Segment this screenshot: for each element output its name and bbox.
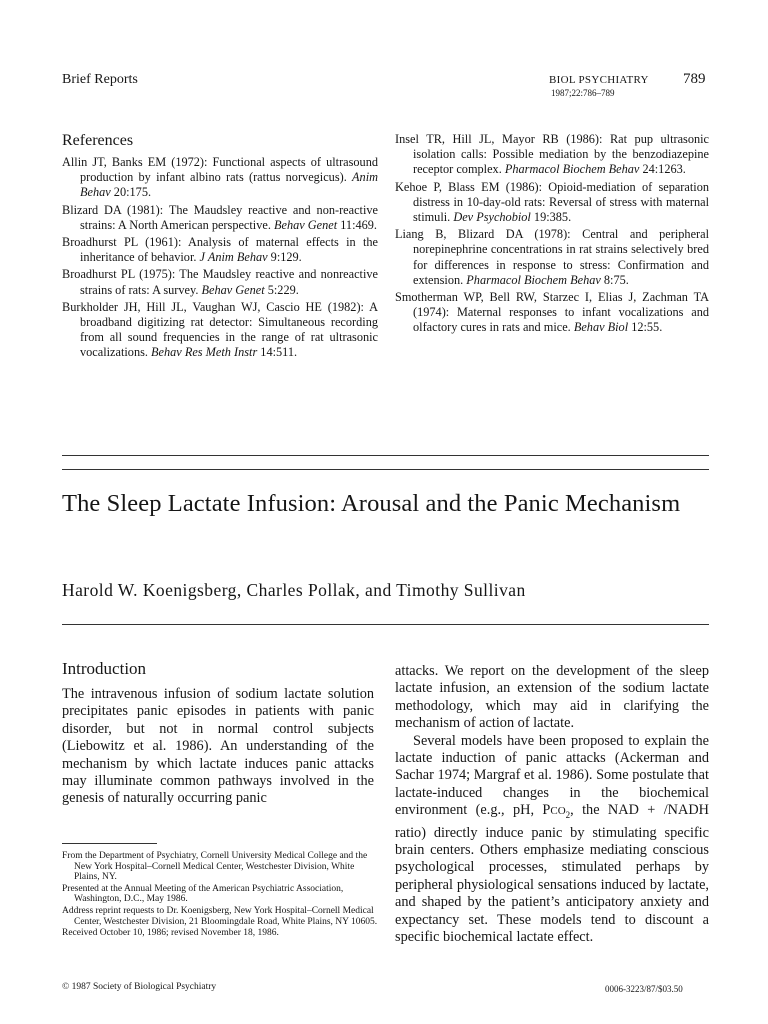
- reference-entry: Allin JT, Banks EM (1972): Functional aspects of ultrasound production by infant albino rats (rattus norvegicus). Anim Behav 20:175.: [62, 155, 378, 200]
- reference-entry: Broadhurst PL (1961): Analysis of maternal effects in the inheritance of behavior. J Anim Behav 9:129.: [62, 235, 378, 265]
- footnote: Address reprint requests to Dr. Koenigsberg, New York Hospital–Cornell Medical Center, Westchester Division, 21 Bloomingdale Road, White Plains, NY 10605.: [62, 905, 378, 927]
- section-divider-rule: [62, 455, 709, 456]
- author-divider-rule: [62, 624, 709, 625]
- footnotes: [62, 851, 378, 940]
- section-divider-rule: [62, 469, 709, 470]
- article-authors: Harold W. Koenigsberg, Charles Pollak, and Timothy Sullivan: [62, 580, 526, 600]
- references-heading: References: [62, 132, 134, 149]
- footnote: From the Department of Psychiatry, Cornell University Medical College and the New York Hospital–Cornell Medical Center, Westchester Division, White Plains, NY.: [62, 851, 368, 883]
- reference-entry: Kehoe P, Blass EM (1986): Opioid-mediation of separation distress in 10-day-old rats: Reversal of stress with maternal stimuli. Dev Psychobiol 19:385.: [395, 179, 709, 225]
- reference-entry: Insel TR, Hill JL, Mayor RB (1986): Rat pup ultrasonic isolation calls: Possible mediation by the benzodiazepine receptor complex. Pharmacol Biochem Behav 24:1263.: [395, 132, 709, 177]
- introduction-right-column: [395, 663, 709, 946]
- reference-entry: Liang B, Blizard DA (1978): Central and peripheral norepinephrine concentrations in rat strains selectively bred for differences in response to stress: Confirmation and extension. Pharmacol Biochem Behav 8:75.: [395, 227, 709, 287]
- reference-entry: Broadhurst PL (1975): The Maudsley reactive and nonreactive strains of rats: A survey. Behav Genet 5:229.: [62, 267, 378, 297]
- body-paragraph: The intravenous infusion of sodium lactate solution precipitates panic episodes in patients with panic disorder, but not in normal control subjects (Liebowitz et al. 1986). An understanding of the mechanism by which lactate induces panic attacks may illuminate common pathways involved in the genesis of naturally occurring panic: [62, 686, 374, 807]
- journal-name: BIOL PSYCHIATRY: [549, 74, 649, 86]
- reference-entry: Blizard DA (1981): The Maudsley reactive and non-reactive strains: A North American perspective. Behav Genet 11:469.: [62, 202, 378, 232]
- references-right-column: [395, 132, 709, 338]
- copyright-line: © 1987 Society of Biological Psychiatry: [62, 982, 217, 992]
- article-title: The Sleep Lactate Infusion: Arousal and the Panic Mechanism: [62, 490, 681, 517]
- running-head-section: Brief Reports: [62, 72, 138, 87]
- journal-volume: 1987;22:786–789: [551, 88, 615, 98]
- footnote: Presented at the Annual Meeting of the American Psychiatric Association, Washington, D.C., May 1986.: [62, 883, 344, 905]
- introduction-heading: Introduction: [62, 659, 147, 678]
- references-left-column: [62, 155, 378, 363]
- reference-entry: Smotherman WP, Bell RW, Starzec I, Elias J, Zachman TA (1974): Maternal responses to infant vocalizations and olfactory cures in rats and mice. Behav Biol 12:55.: [395, 290, 709, 335]
- body-paragraph: attacks. We report on the development of the sleep lactate infusion, an extension of the sodium lactate methodology, which may aid in clarifying the mechanism of action of lactate.: [395, 663, 709, 732]
- footnote-rule: [62, 843, 157, 844]
- issn-price-code: 0006-3223/87/$03.50: [605, 984, 683, 994]
- body-paragraph: Several models have been proposed to explain the lactate induction of panic attacks (Ackerman and Sachar 1974; Margraf et al. 1986). Some postulate that lactate-induced changes in the biochemical environment (e.g., pH, $PCO_2$, the NAD + /NADH ratio) directly induce panic by stimulating specific brain centers. Others emphasize mediating conscious psychological processes, stimulated perhaps by peripheral physiological sensations induced by lactate, and shaped by the patient’s anticipatory anxiety and expectancy set. These models tend to discount a specific biochemical lactate effect.: [395, 732, 709, 945]
- introduction-left-column: [62, 686, 374, 808]
- page-number: 789: [683, 71, 706, 87]
- footnote: Received October 10, 1986; revised November 18, 1986.: [62, 928, 279, 939]
- reference-entry: Burkholder JH, Hill JL, Vaughan WJ, Cascio HE (1982): A broadband digitizing rat detector: Simultaneous recording from all sound frequencies in the range of rat ultrasonic vocalizations. Behav Res Meth Instr 14:511.: [62, 299, 378, 360]
